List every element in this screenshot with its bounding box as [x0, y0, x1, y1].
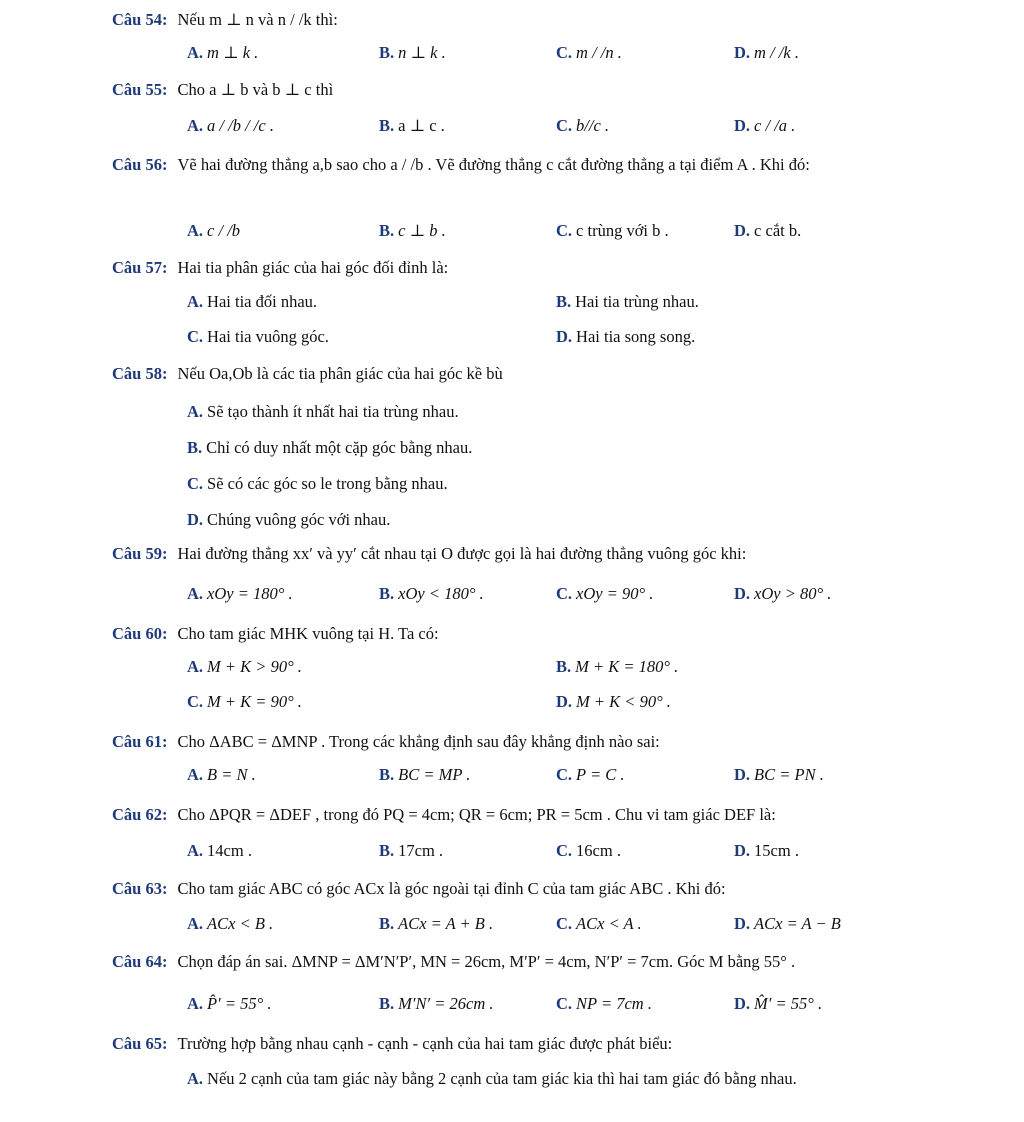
option-a[interactable]: A. c / /b — [187, 221, 241, 240]
option-c[interactable]: C. b//c . — [556, 116, 610, 135]
question-stem: Câu 55: Cho a ⊥ b và b ⊥ c thì — [112, 80, 334, 99]
option-d[interactable]: D. ACx = A − B — [734, 914, 841, 933]
question-stem: Câu 57: Hai tia phân giác của hai góc đối đỉnh là: — [112, 258, 449, 277]
question-stem: Câu 64: Chọn đáp án sai. ΔMNP = ΔM′N′P′, MN = 26cm, M′P′ = 4cm, N′P′ = 7cm. Góc M bằng 55° . — [112, 952, 796, 971]
option-d[interactable]: D. Hai tia song song. — [556, 327, 696, 346]
option-d[interactable]: D. c / /a . — [734, 116, 796, 135]
option-b[interactable]: B. M′N′ = 26cm . — [379, 994, 494, 1013]
option-a[interactable]: A. M + K > 90° . — [187, 657, 302, 676]
option-a[interactable]: A. 14cm . — [187, 841, 252, 860]
option-b[interactable]: B. ACx = A + B . — [379, 914, 494, 933]
option-a[interactable]: A. P̂′ = 55° . — [187, 994, 272, 1013]
option-a[interactable]: A. Nếu 2 cạnh của tam giác này bằng 2 cạnh của tam giác kia thì hai tam giác đó bằng nhau. — [187, 1069, 797, 1088]
option-c[interactable]: C. P = C . — [556, 765, 625, 784]
option-c[interactable]: C. m / /n . — [556, 43, 622, 62]
question-stem — [112, 3, 912, 37]
question-stem: Câu 65: Trường hợp bằng nhau cạnh - cạnh - cạnh của hai tam giác được phát biểu: — [112, 1034, 673, 1053]
option-a[interactable]: A. ACx < B . — [187, 914, 274, 933]
option-b[interactable]: B. xOy < 180° . — [379, 584, 484, 603]
option-a[interactable]: A. B = N . — [187, 765, 256, 784]
option-d[interactable]: D. M̂′ = 55° . — [734, 994, 823, 1013]
option-c[interactable]: C. NP = 7cm . — [556, 994, 652, 1013]
question-stem: Câu 56: Vẽ hai đường thẳng a,b sao cho a / /b . Vẽ đường thẳng c cắt đường thẳng a tại điểm A . Khi đó: — [112, 155, 810, 174]
option-a[interactable]: A. Hai tia đối nhau. — [187, 292, 318, 311]
option-a[interactable]: A. Sẽ tạo thành ít nhất hai tia trùng nhau. — [187, 402, 459, 421]
option-d[interactable]: D. c cắt b. — [734, 221, 802, 240]
option-d[interactable]: D. m / /k . — [734, 43, 799, 62]
option-c[interactable]: C. c trùng với b . — [556, 221, 669, 240]
option-d[interactable]: D. xOy > 80° . — [734, 584, 832, 603]
option-c[interactable]: C. Hai tia vuông góc. — [187, 327, 329, 346]
question-stem: Câu 59: Hai đường thẳng xx′ và yy′ cắt nhau tại O được gọi là hai đường thẳng vuông góc khi: — [112, 544, 747, 563]
question-stem: Câu 62: Cho ΔPQR = ΔDEF , trong đó PQ = 4cm; QR = 6cm; PR = 5cm . Chu vi tam giác DEF là: — [112, 805, 776, 824]
option-b[interactable]: B. a ⊥ c . — [379, 116, 445, 135]
option-b[interactable]: B. Chỉ có duy nhất một cặp góc bằng nhau. — [187, 438, 473, 457]
option-a[interactable]: A. a / /b / /c . — [187, 116, 274, 135]
option-b[interactable]: B. Hai tia trùng nhau. — [556, 292, 699, 311]
question-stem: Câu 58: Nếu Oa,Ob là các tia phân giác của hai góc kề bù — [112, 364, 503, 383]
option-c[interactable]: C. 16cm . — [556, 841, 621, 860]
question-stem: Câu 63: Cho tam giác ABC có góc ACx là góc ngoài tại đỉnh C của tam giác ABC . Khi đó: — [112, 879, 726, 898]
option-c[interactable]: C. xOy = 90° . — [556, 584, 654, 603]
option-b[interactable]: B. BC = MP . — [379, 765, 471, 784]
option-d[interactable]: D. M + K < 90° . — [556, 692, 671, 711]
option-b[interactable]: B. M + K = 180° . — [556, 657, 679, 676]
option-b[interactable]: B. 17cm . — [379, 841, 444, 860]
question-stem: Câu 60: Cho tam giác MHK vuông tại H. Ta có: — [112, 624, 439, 643]
question-text: Nếu m ⊥ n và n / /k thì: — [177, 10, 338, 29]
option-d[interactable]: D. Chúng vuông góc với nhau. — [187, 510, 391, 529]
option-d[interactable]: D. 15cm . — [734, 841, 799, 860]
option-a[interactable]: A. xOy = 180° . — [187, 584, 293, 603]
option-c[interactable]: C. Sẽ có các góc so le trong bằng nhau. — [187, 474, 448, 493]
option-b[interactable]: B. n ⊥ k . — [379, 43, 446, 62]
option-b[interactable]: B. c ⊥ b . — [379, 221, 446, 240]
option-c[interactable]: C. ACx < A . — [556, 914, 642, 933]
option-d[interactable]: D. BC = PN . — [734, 765, 824, 784]
option-a[interactable]: A. m ⊥ k . — [187, 43, 259, 62]
question-stem: Câu 61: Cho ΔABC = ΔMNP . Trong các khẳng định sau đây khẳng định nào sai: — [112, 732, 660, 751]
question-label: Câu 54: — [112, 10, 168, 29]
option-c[interactable]: C. M + K = 90° . — [187, 692, 302, 711]
